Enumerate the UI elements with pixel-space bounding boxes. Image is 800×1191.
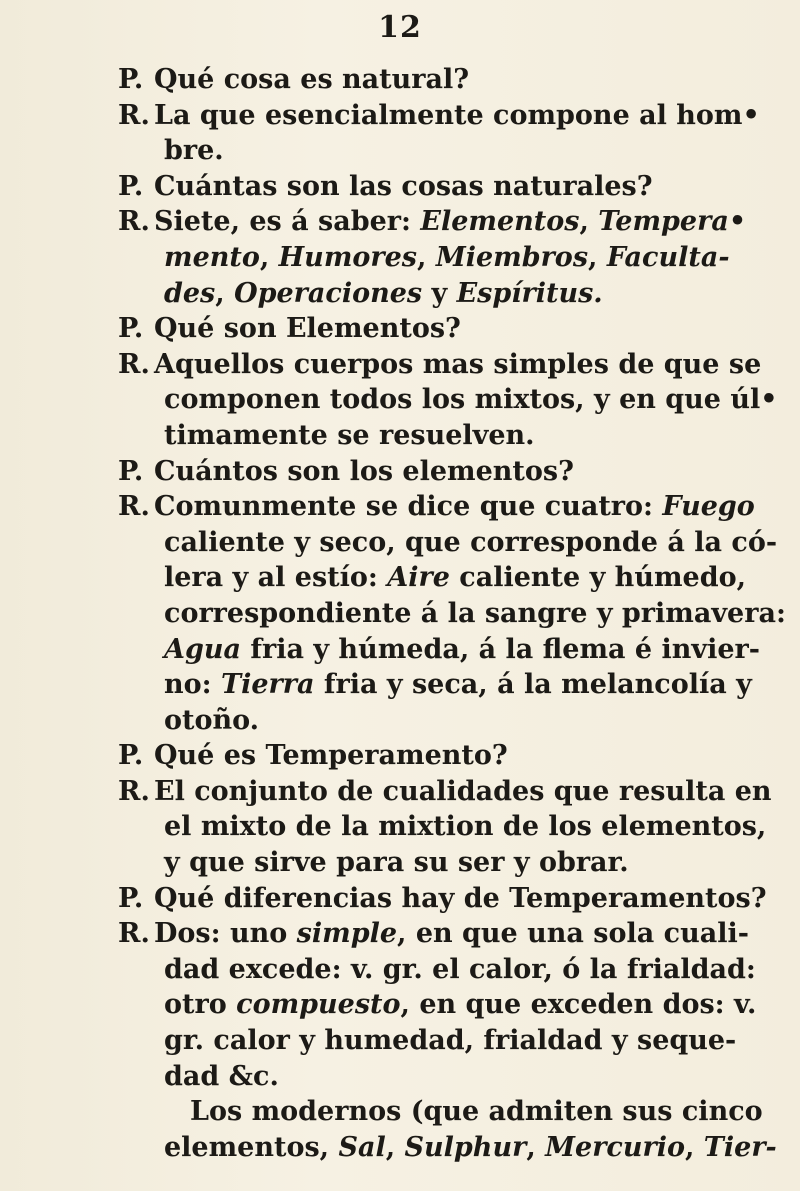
line-content	[118, 560, 746, 596]
text-line	[118, 809, 767, 845]
line-content	[118, 667, 752, 703]
italic-term: compuesto	[236, 989, 401, 1021]
question-marker: P.	[118, 170, 144, 202]
answer-marker: R.	[118, 206, 150, 238]
answer-marker: R.	[118, 491, 150, 523]
text-line	[118, 62, 758, 98]
text-segment: otoño.	[164, 704, 260, 736]
text-line	[118, 204, 758, 240]
line-content	[118, 204, 746, 240]
text-line	[118, 738, 758, 774]
text-segment: timamente se resuelven.	[164, 419, 535, 451]
text-line	[118, 454, 758, 490]
text-line	[118, 1130, 777, 1166]
text-segment: ,	[684, 1131, 704, 1163]
text-line	[118, 916, 758, 952]
text-segment: gr. calor y humedad, frialdad y seque-	[164, 1025, 737, 1057]
text-line	[118, 596, 786, 632]
text-segment: , en que exceden dos: v.	[400, 989, 757, 1021]
page-number: 12	[378, 10, 422, 45]
text-segment: elementos,	[164, 1131, 339, 1163]
italic-term: des	[164, 277, 216, 309]
text-line	[118, 703, 758, 739]
text-segment: componen todos los mixtos, y en que úl•	[164, 384, 778, 416]
text-segment: ,	[259, 241, 279, 273]
text-line	[118, 382, 778, 418]
text-line	[118, 667, 758, 703]
italic-term: simple	[296, 918, 398, 950]
text-segment: ,	[385, 1131, 405, 1163]
text-segment: otro	[164, 989, 237, 1021]
text-line	[118, 774, 772, 810]
text-segment: Cuántos son los elementos?	[154, 455, 574, 487]
text-segment: Qué diferencias hay de Temperamentos?	[154, 882, 767, 914]
italic-term: mento	[164, 241, 260, 273]
text-segment: correspondiente á la sangre y primavera:	[164, 597, 786, 629]
italic-term: Operaciones	[234, 277, 423, 309]
text-segment: ,	[588, 241, 607, 273]
text-line	[118, 632, 758, 668]
line-content	[118, 418, 535, 454]
italic-term: Tempera•	[598, 206, 747, 238]
text-line	[118, 1094, 763, 1130]
text-segment: La que esencialmente compone al hom•	[154, 99, 760, 131]
italic-term: Tierra	[221, 669, 315, 701]
line-content	[118, 133, 224, 169]
italic-term: Fuego	[662, 491, 755, 523]
answer-marker: R.	[118, 348, 150, 380]
line-content	[118, 240, 730, 276]
text-segment: y	[422, 277, 457, 309]
line-content	[118, 632, 760, 668]
text-line	[118, 418, 758, 454]
catechism-text	[118, 62, 786, 1165]
line-content	[118, 1130, 777, 1166]
text-line	[118, 525, 778, 561]
line-content	[118, 169, 653, 205]
text-segment: ,	[417, 241, 436, 273]
text-segment: dad &c.	[164, 1060, 279, 1092]
line-content	[118, 98, 760, 134]
line-content	[118, 489, 755, 525]
line-content	[118, 62, 469, 98]
text-segment: , en que una sola cuali-	[397, 918, 749, 950]
line-content	[118, 596, 786, 632]
text-line	[118, 169, 758, 205]
text-line	[118, 952, 758, 988]
text-segment: Qué es Temperamento?	[154, 740, 508, 772]
line-content	[118, 881, 767, 917]
question-marker: P.	[118, 313, 144, 345]
line-content	[118, 1059, 279, 1095]
text-segment: ,	[526, 1131, 546, 1163]
italic-term: Miembros	[435, 241, 589, 273]
question-marker: P.	[118, 740, 144, 772]
question-marker: P.	[118, 64, 144, 95]
text-segment: Qué son Elementos?	[154, 313, 461, 345]
line-content	[118, 845, 629, 881]
line-content	[118, 525, 777, 561]
italic-term: Tier-	[703, 1131, 777, 1163]
text-line	[118, 1059, 758, 1095]
text-line	[118, 987, 758, 1023]
italic-term: Mercurio	[545, 1131, 685, 1163]
text-segment: ,	[215, 277, 235, 309]
text-line	[118, 311, 758, 347]
italic-term: Aire	[387, 562, 450, 594]
text-segment: Los modernos (que admiten sus cinco	[190, 1096, 763, 1128]
italic-term: Elementos	[420, 206, 580, 238]
text-segment: fria y húmeda, á la flema é invier-	[240, 633, 760, 665]
text-segment: Siete, es á saber:	[154, 206, 421, 238]
text-segment: lera y al estío:	[164, 562, 388, 594]
text-segment: fria y seca, á la melancolía y	[314, 669, 752, 701]
text-line	[118, 98, 758, 134]
line-content	[118, 774, 772, 810]
text-segment: no:	[164, 669, 222, 701]
text-line	[118, 1023, 758, 1059]
text-segment: y que sirve para su ser y obrar.	[164, 847, 629, 879]
italic-term: Faculta-	[606, 241, 730, 273]
text-line	[118, 845, 758, 881]
answer-marker: R.	[118, 775, 150, 807]
text-line	[118, 240, 758, 276]
line-content	[118, 987, 756, 1023]
line-content	[118, 1023, 736, 1059]
text-segment: el mixto de la mixtion de los elementos,	[164, 811, 767, 843]
text-segment: Comunmente se dice que cuatro:	[154, 491, 663, 523]
italic-term: Espíritus.	[456, 277, 603, 309]
text-segment: Aquellos cuerpos mas simples de que se	[154, 348, 762, 380]
text-segment: Dos: uno	[154, 918, 297, 950]
line-content	[118, 382, 778, 418]
text-line	[118, 276, 758, 312]
line-content	[118, 311, 461, 347]
answer-marker: R.	[118, 99, 150, 131]
text-segment: dad excede: v. gr. el calor, ó la frialdad:	[164, 953, 756, 985]
text-line	[118, 560, 758, 596]
question-marker: P.	[118, 455, 144, 487]
text-segment: Cuántas son las cosas naturales?	[154, 170, 653, 202]
line-content	[118, 703, 259, 739]
italic-term: Sal	[338, 1131, 386, 1163]
text-line	[118, 489, 758, 525]
answer-marker: R.	[118, 918, 150, 950]
italic-term: Agua	[164, 633, 241, 665]
italic-term: Humores	[278, 241, 417, 273]
text-segment: ,	[579, 206, 599, 238]
text-segment: El conjunto de cualidades que resulta en	[154, 775, 772, 807]
text-line	[118, 347, 762, 383]
line-content	[118, 809, 766, 845]
line-content	[118, 276, 603, 312]
italic-term: Sulphur	[404, 1131, 527, 1163]
text-segment: bre.	[164, 135, 224, 167]
line-content	[118, 738, 508, 774]
text-line	[118, 881, 767, 917]
question-marker: P.	[118, 882, 144, 914]
line-content	[118, 916, 749, 952]
text-line	[118, 133, 758, 169]
text-segment: caliente y húmedo,	[449, 562, 746, 594]
line-content	[118, 1094, 763, 1130]
line-content	[118, 347, 761, 383]
line-content	[118, 454, 574, 490]
line-content	[118, 952, 756, 988]
text-segment: caliente y seco, que corresponde á la có-	[164, 526, 778, 558]
text-segment: Qué cosa es natural?	[154, 64, 470, 95]
